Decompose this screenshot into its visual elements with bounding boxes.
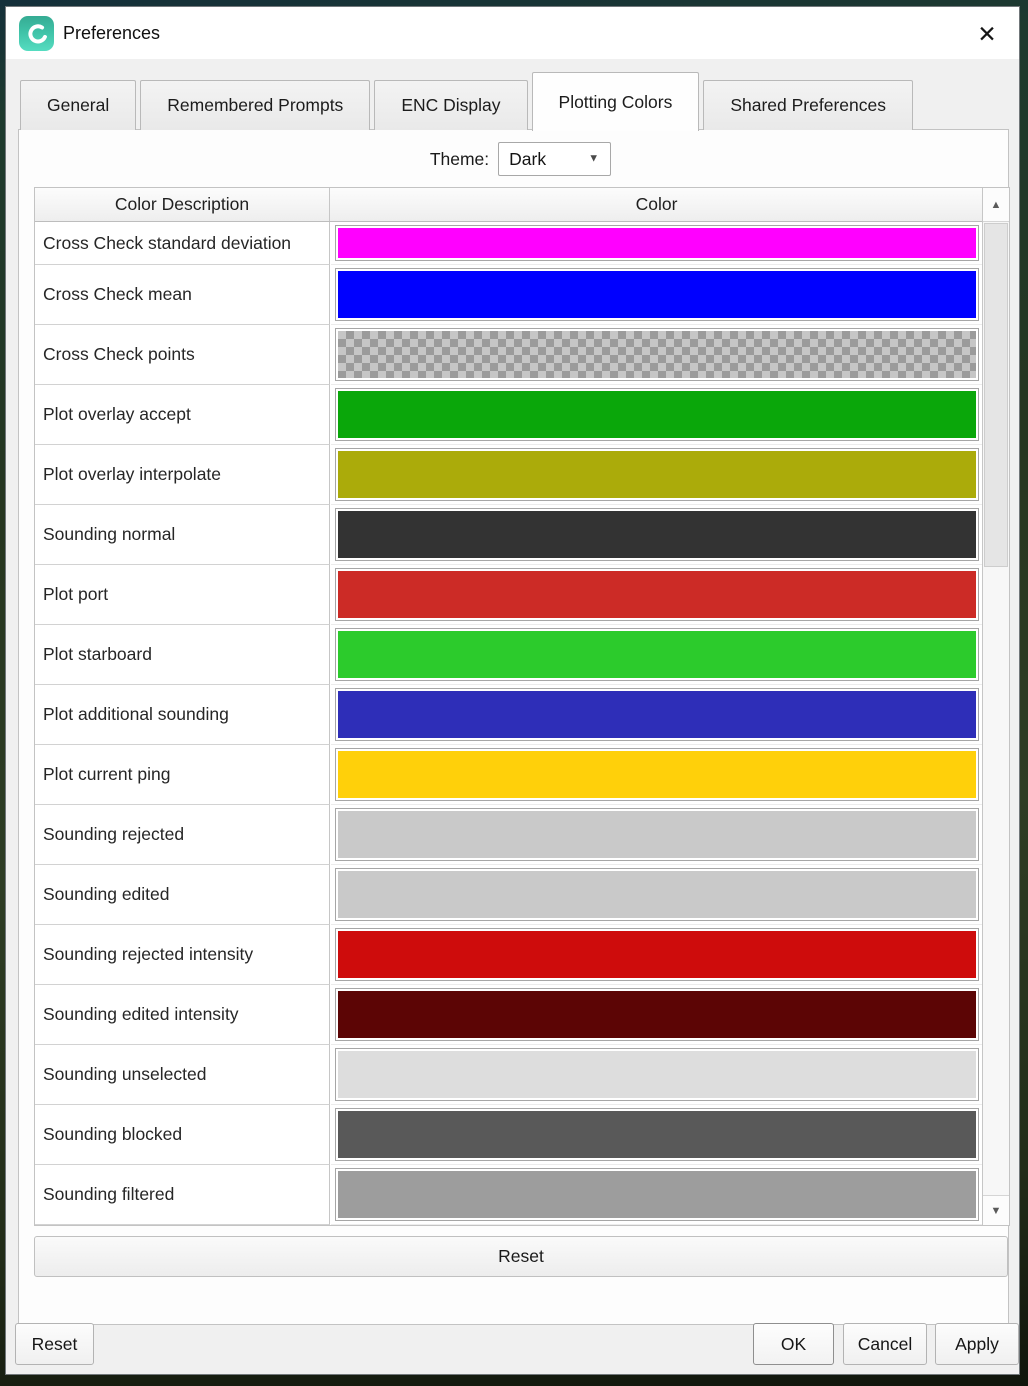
color-swatch-fill: [338, 931, 976, 978]
window-title: Preferences: [63, 22, 161, 43]
color-description-cell[interactable]: [35, 925, 330, 985]
table-scrollbar[interactable]: [982, 188, 1009, 1225]
tab-remembered-prompts[interactable]: Remembered Prompts: [140, 80, 370, 130]
reset-colors-button[interactable]: Reset: [34, 1236, 1008, 1277]
color-description-label: Plot starboard: [43, 644, 152, 664]
color-swatch-fill: [338, 451, 976, 498]
color-swatch-fill: [338, 511, 976, 558]
color-swatch-fill: [338, 871, 976, 918]
table-row: [35, 625, 1009, 685]
color-swatch[interactable]: [335, 1168, 979, 1221]
theme-dropdown[interactable]: [498, 142, 611, 176]
color-swatch-fill: [338, 391, 976, 438]
color-swatch-fill: [338, 271, 976, 318]
color-description-label: Sounding filtered: [43, 1184, 175, 1204]
color-swatch[interactable]: [335, 225, 979, 261]
color-cell[interactable]: [331, 625, 982, 685]
color-cell[interactable]: [331, 985, 982, 1045]
scroll-down-button[interactable]: [983, 1195, 1009, 1225]
color-swatch-fill: [338, 1051, 976, 1098]
color-description-cell[interactable]: [35, 745, 330, 805]
color-description-label: Cross Check standard deviation: [43, 232, 292, 253]
triangle-up-icon: ▲: [990, 198, 1002, 211]
color-cell[interactable]: [331, 222, 982, 265]
color-description-label: Sounding rejected intensity: [43, 944, 254, 964]
color-cell[interactable]: [331, 565, 982, 625]
color-swatch[interactable]: [335, 568, 979, 621]
color-swatch-fill: [338, 751, 976, 798]
color-description-cell[interactable]: [35, 222, 330, 265]
color-swatch[interactable]: [335, 868, 979, 921]
table-body: [35, 222, 1009, 1225]
color-cell[interactable]: [331, 385, 982, 445]
color-description-label: Sounding normal: [43, 524, 176, 544]
table-row: [35, 685, 1009, 745]
color-swatch[interactable]: [335, 748, 979, 801]
titlebar: [6, 7, 1019, 59]
table-row: [35, 265, 1009, 325]
color-description-cell[interactable]: [35, 1045, 330, 1105]
tab-plotting-colors[interactable]: Plotting Colors: [532, 72, 700, 131]
color-cell[interactable]: [331, 1045, 982, 1105]
footer: [6, 1323, 1019, 1374]
table-row: [35, 1105, 1009, 1165]
color-swatch[interactable]: [335, 688, 979, 741]
table-row: [35, 925, 1009, 985]
color-description-cell[interactable]: [35, 505, 330, 565]
color-description-cell[interactable]: [35, 985, 330, 1045]
color-cell[interactable]: [331, 445, 982, 505]
color-swatch[interactable]: [335, 928, 979, 981]
color-swatch-fill: [338, 691, 976, 738]
apply-button[interactable]: Apply: [935, 1323, 1019, 1365]
color-description-label: Sounding rejected: [43, 824, 185, 844]
table-row: [35, 222, 1009, 265]
color-swatch[interactable]: [335, 988, 979, 1041]
color-cell[interactable]: [331, 1105, 982, 1165]
footer-reset-button[interactable]: Reset: [15, 1323, 94, 1365]
swirl-logo-icon: [24, 21, 50, 47]
color-description-label: Plot overlay accept: [43, 404, 191, 424]
color-swatch[interactable]: [335, 808, 979, 861]
color-description-cell[interactable]: [35, 685, 330, 745]
color-swatch[interactable]: [335, 388, 979, 441]
color-swatch-fill: [338, 571, 976, 618]
tab-general[interactable]: General: [20, 80, 136, 130]
color-description-label: Sounding blocked: [43, 1124, 183, 1144]
color-swatch-fill: [338, 1111, 976, 1158]
table-row: [35, 505, 1009, 565]
header-color: Color: [635, 194, 678, 214]
color-cell[interactable]: [331, 805, 982, 865]
color-description-cell[interactable]: [35, 625, 330, 685]
close-icon[interactable]: ✕: [977, 20, 997, 47]
color-cell[interactable]: [331, 265, 982, 325]
table-row: [35, 445, 1009, 505]
color-cell[interactable]: [331, 925, 982, 985]
table-row: [35, 805, 1009, 865]
table-row: [35, 325, 1009, 385]
color-description-cell[interactable]: [35, 565, 330, 625]
color-description-label: Plot current ping: [43, 764, 171, 784]
color-description-label: Plot additional sounding: [43, 704, 229, 724]
color-swatch-fill: [338, 1171, 976, 1218]
app-icon: [19, 16, 54, 51]
ok-button[interactable]: OK: [753, 1323, 834, 1365]
color-description-cell[interactable]: [35, 445, 330, 505]
color-description-cell[interactable]: [35, 1105, 330, 1165]
table-row: [35, 385, 1009, 445]
preferences-window: [5, 6, 1020, 1375]
color-swatch-fill: [338, 631, 976, 678]
color-description-label: Plot overlay interpolate: [43, 464, 222, 484]
table-row: [35, 985, 1009, 1045]
color-description-cell[interactable]: [35, 265, 330, 325]
color-description-label: Sounding edited intensity: [43, 1004, 239, 1024]
table-row: [35, 1165, 1009, 1225]
color-cell[interactable]: [331, 505, 982, 565]
color-swatch[interactable]: [335, 1108, 979, 1161]
color-description-cell[interactable]: [35, 865, 330, 925]
tab-shared-preferences[interactable]: Shared Preferences: [703, 80, 913, 130]
tab-panel: [18, 129, 1009, 1325]
cancel-button[interactable]: Cancel: [843, 1323, 927, 1365]
tab-enc-display[interactable]: ENC Display: [374, 80, 527, 130]
color-swatch[interactable]: [335, 448, 979, 501]
color-cell[interactable]: [331, 745, 982, 805]
color-description-cell[interactable]: [35, 1165, 330, 1225]
theme-label: Theme:: [429, 148, 490, 169]
color-swatch-fill: [338, 228, 976, 258]
plotting-colors-table: [34, 187, 1010, 1226]
color-description-cell[interactable]: [35, 325, 330, 385]
table-header: [35, 188, 1009, 222]
color-cell[interactable]: [331, 865, 982, 925]
scrollbar-thumb[interactable]: [984, 223, 1008, 567]
table-row: [35, 1045, 1009, 1105]
color-description-cell[interactable]: [35, 805, 330, 865]
color-description-label: Plot port: [43, 584, 109, 604]
color-cell[interactable]: [331, 685, 982, 745]
color-swatch[interactable]: [335, 268, 979, 321]
chevron-down-icon: ▼: [588, 152, 600, 165]
color-description-label: Cross Check points: [43, 344, 195, 364]
theme-row: [19, 141, 1008, 177]
color-description-label: Sounding unselected: [43, 1064, 207, 1084]
color-swatch[interactable]: [335, 328, 979, 381]
color-cell[interactable]: [331, 325, 982, 385]
table-row: [35, 745, 1009, 805]
color-cell[interactable]: [331, 1165, 982, 1225]
tab-bar: [20, 71, 913, 130]
table-row: [35, 865, 1009, 925]
theme-dropdown-value: Dark: [509, 148, 547, 169]
color-swatch-fill: [338, 991, 976, 1038]
header-color-description: Color Description: [35, 188, 330, 221]
table-row: [35, 565, 1009, 625]
triangle-down-icon: ▼: [990, 1204, 1002, 1217]
color-swatch-fill: [338, 331, 976, 378]
scroll-up-button[interactable]: [983, 188, 1009, 222]
color-swatch[interactable]: [335, 508, 979, 561]
color-swatch-fill: [338, 811, 976, 858]
color-swatch[interactable]: [335, 1048, 979, 1101]
color-description-label: Cross Check mean: [43, 284, 192, 304]
color-description-cell[interactable]: [35, 385, 330, 445]
color-description-label: Sounding edited: [43, 884, 170, 904]
color-swatch[interactable]: [335, 628, 979, 681]
